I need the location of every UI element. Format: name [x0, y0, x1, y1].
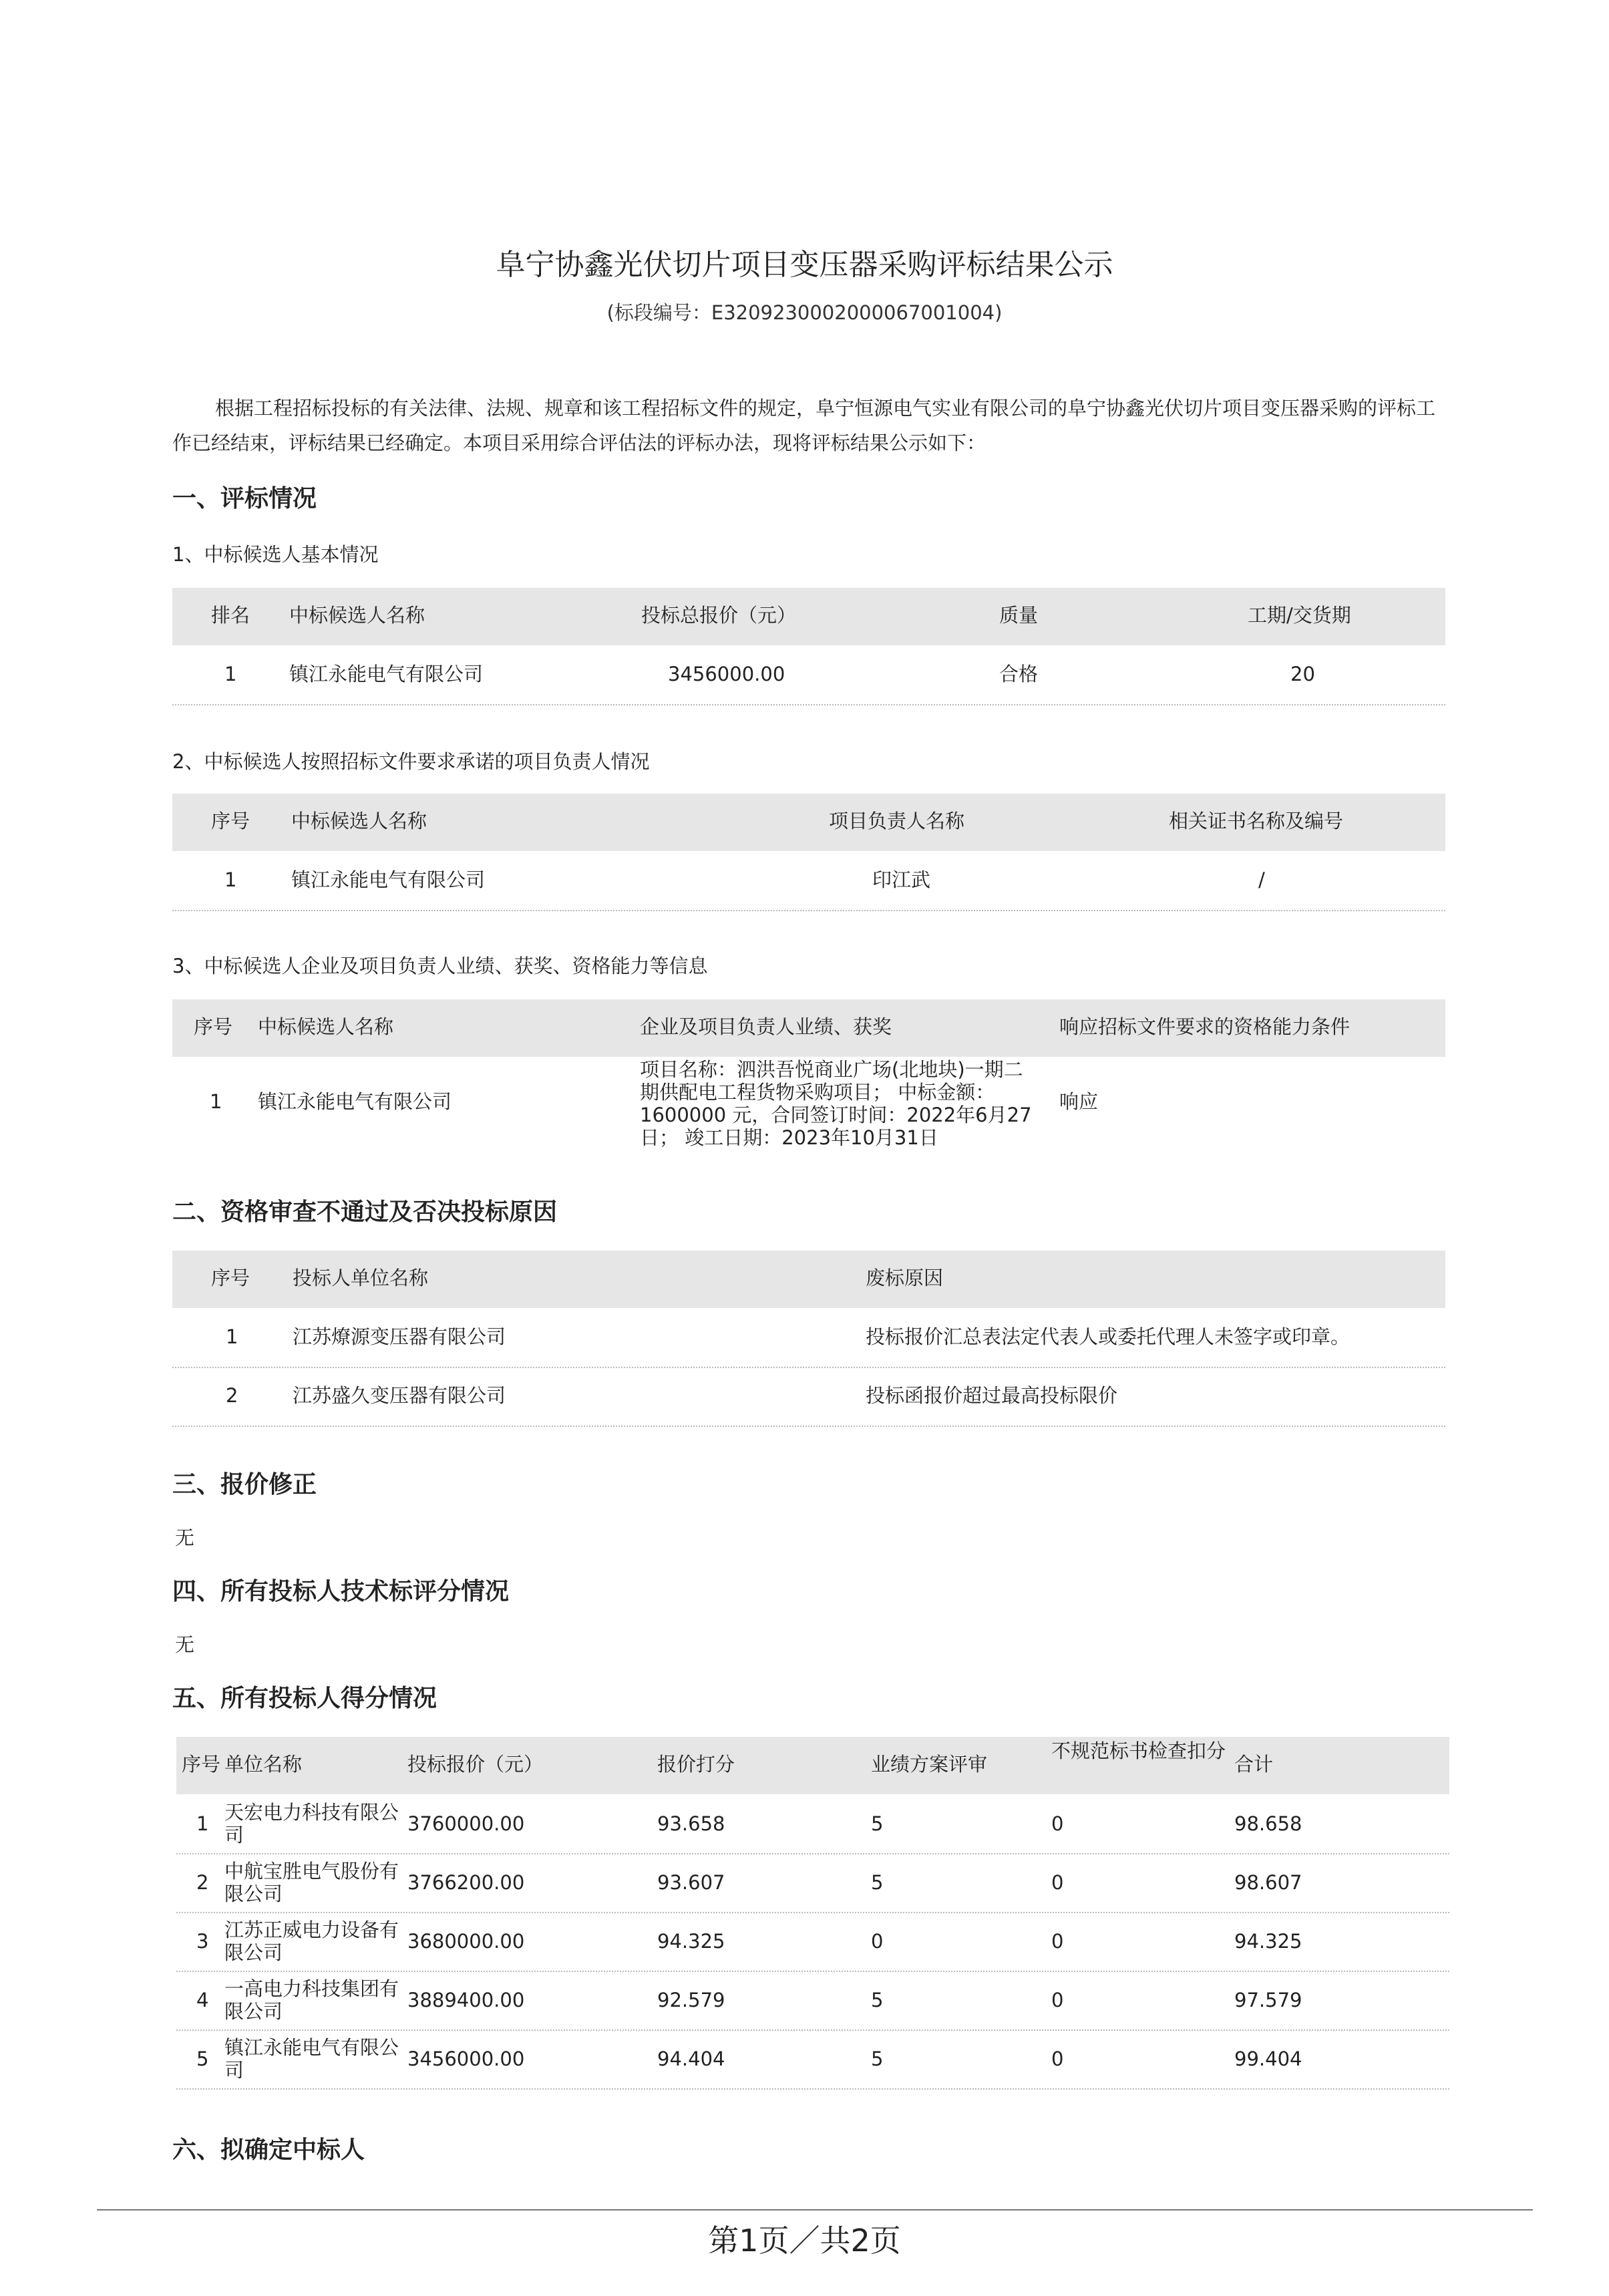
cell-total: 98.658 [1234, 1812, 1302, 1835]
cell-unit: 中航宝胜电气股份有限公司 [224, 1860, 399, 1905]
table-row [176, 1853, 1449, 1913]
cell-no: 5 [196, 2047, 209, 2070]
cell-period: 20 [1290, 663, 1315, 685]
cell-manager: 印江武 [872, 868, 931, 891]
header-price: 投标总报价（元） [641, 604, 797, 627]
doc-subtitle: (标段编号：E3209230002000067001004) [606, 301, 1003, 324]
header-performance: 企业及项目负责人业绩、获奖 [640, 1015, 892, 1038]
cell-bidder: 江苏盛久变压器有限公司 [293, 1384, 506, 1407]
table-row [172, 851, 1445, 911]
table-row [172, 1308, 1445, 1368]
cell-performance: 5 [871, 1989, 884, 2011]
section-3-heading: 三、报价修正 [172, 1471, 317, 1498]
cell-rank: 1 [224, 663, 237, 685]
header-price-score: 报价打分 [657, 1753, 735, 1776]
cell-performance: 0 [871, 1930, 884, 1953]
section-5-heading: 五、所有投标人得分情况 [172, 1685, 437, 1712]
cell-bidder: 江苏燎源变压器有限公司 [293, 1325, 506, 1348]
section-3-text: 无 [175, 1526, 195, 1549]
cell-total: 94.325 [1234, 1930, 1302, 1953]
table-row [172, 645, 1445, 705]
header-deduction: 不规范标书检查扣分 [1051, 1740, 1226, 1762]
cell-name: 镇江永能电气有限公司 [291, 868, 486, 891]
cell-no: 4 [196, 1989, 209, 2011]
header-no: 序号 [194, 1015, 233, 1038]
cell-quality: 合格 [999, 663, 1039, 685]
cell-no: 1 [196, 1812, 209, 1835]
table-row [176, 2029, 1449, 2090]
table-row [176, 1912, 1449, 1972]
table-header-row [176, 1737, 1449, 1794]
cell-unit: 镇江永能电气有限公司 [224, 2036, 399, 2082]
header-name: 中标候选人名称 [289, 604, 425, 627]
cell-cert: / [1258, 868, 1265, 891]
header-no: 序号 [182, 1753, 221, 1776]
cell-unit: 一高电力科技集团有限公司 [224, 1977, 399, 2023]
table-row [172, 1057, 1445, 1148]
cell-name: 镇江永能电气有限公司 [258, 1090, 452, 1113]
cell-total: 99.404 [1234, 2047, 1302, 2070]
cell-price: 3680000.00 [407, 1930, 525, 1953]
cell-price: 3760000.00 [407, 1812, 525, 1835]
footer-divider [97, 2209, 1533, 2210]
page-number: 第1页／共2页 [708, 2223, 901, 2259]
cell-price: 3766200.00 [407, 1871, 525, 1894]
header-reason: 废标原因 [866, 1267, 944, 1289]
header-name: 中标候选人名称 [291, 810, 427, 832]
header-rank: 排名 [211, 604, 250, 627]
rejection-table [172, 1251, 1445, 1427]
cell-no: 1 [210, 1090, 222, 1113]
header-bidder: 投标人单位名称 [293, 1267, 429, 1289]
cell-no: 1 [224, 868, 237, 891]
cell-reason: 投标报价汇总表法定代表人或委托代理人未签字或印章。 [866, 1325, 1351, 1348]
cell-deduction: 0 [1051, 1871, 1064, 1894]
cell-unit: 天宏电力科技有限公司 [224, 1801, 399, 1846]
section-1-sub-2: 2、中标候选人按照招标文件要求承诺的项目负责人情况 [172, 750, 650, 773]
table-header-row [172, 999, 1445, 1057]
cell-no: 3 [196, 1930, 209, 1953]
table-row [172, 1367, 1445, 1427]
cell-performance: 项目名称：泗洪吾悦商业广场(北地块)一期二期供配电工程货物采购项目； 中标金额：1600000 元，合同签订时间：2022年6月27日； 竣工日期：2023年10月31日 [640, 1058, 1032, 1149]
header-price: 投标报价（元） [407, 1753, 544, 1776]
cell-total: 97.579 [1234, 1989, 1302, 2011]
score-table [176, 1737, 1449, 2088]
cell-price-score: 93.607 [657, 1871, 725, 1894]
header-no: 序号 [211, 1267, 250, 1289]
cell-price: 3456000.00 [407, 2047, 525, 2070]
section-4-heading: 四、所有投标人技术标评分情况 [172, 1578, 510, 1605]
header-total: 合计 [1234, 1753, 1274, 1776]
table-header-row [172, 1251, 1445, 1308]
cell-deduction: 0 [1051, 2047, 1064, 2070]
header-performance: 业绩方案评审 [871, 1753, 988, 1776]
cell-qualification: 响应 [1059, 1090, 1099, 1113]
cell-price: 3889400.00 [407, 1989, 525, 2011]
section-2-heading: 二、资格审查不通过及否决投标原因 [172, 1198, 558, 1226]
cell-no: 2 [226, 1384, 238, 1407]
header-no: 序号 [211, 810, 250, 832]
table-row [176, 1971, 1449, 2031]
project-manager-table [172, 794, 1445, 911]
cell-reason: 投标函报价超过最高投标限价 [866, 1384, 1118, 1407]
cell-performance: 5 [871, 1812, 884, 1835]
header-manager: 项目负责人名称 [829, 810, 965, 832]
table-header-row [172, 588, 1445, 645]
header-quality: 质量 [999, 604, 1039, 627]
cell-deduction: 0 [1051, 1812, 1064, 1835]
section-1-heading: 一、评标情况 [172, 485, 317, 512]
cell-unit: 江苏正威电力设备有限公司 [224, 1919, 399, 1964]
section-4-text: 无 [175, 1633, 195, 1656]
cell-price: 3456000.00 [668, 663, 785, 685]
cell-deduction: 0 [1051, 1989, 1064, 2011]
section-1-sub-1: 1、中标候选人基本情况 [172, 543, 379, 566]
intro-paragraph: 根据工程招标投标的有关法律、法规、规章和该工程招标文件的规定，阜宁恒源电气实业有限公司的阜宁协鑫光伏切片项目变压器采购的评标工作已经结束，评标结果已经确定。本项目采用综合评估法的评标办法，现将评标结果公示如下： [172, 397, 1436, 454]
cell-no: 2 [196, 1871, 209, 1894]
header-period: 工期/交货期 [1248, 604, 1351, 627]
cell-price-score: 94.404 [657, 2047, 725, 2070]
cell-price-score: 94.325 [657, 1930, 725, 1953]
header-qualification: 响应招标文件要求的资格能力条件 [1059, 1015, 1351, 1038]
table-row [176, 1794, 1449, 1854]
section-1-sub-3: 3、中标候选人企业及项目负责人业绩、获奖、资格能力等信息 [172, 955, 708, 977]
table-header-row [172, 794, 1445, 851]
candidate-basic-table [172, 588, 1445, 705]
cell-performance: 5 [871, 2047, 884, 2070]
cell-price-score: 92.579 [657, 1989, 725, 2011]
cell-price-score: 93.658 [657, 1812, 725, 1835]
cell-no: 1 [226, 1325, 238, 1348]
header-unit: 单位名称 [224, 1753, 303, 1776]
section-6-heading: 六、拟确定中标人 [172, 2136, 365, 2164]
header-cert: 相关证书名称及编号 [1169, 810, 1344, 832]
cell-total: 98.607 [1234, 1871, 1302, 1894]
performance-table [172, 999, 1445, 1149]
cell-performance: 5 [871, 1871, 884, 1894]
doc-title: 阜宁协鑫光伏切片项目变压器采购评标结果公示 [496, 248, 1113, 282]
header-name: 中标候选人名称 [258, 1015, 394, 1038]
cell-deduction: 0 [1051, 1930, 1064, 1953]
cell-name: 镇江永能电气有限公司 [289, 663, 484, 685]
